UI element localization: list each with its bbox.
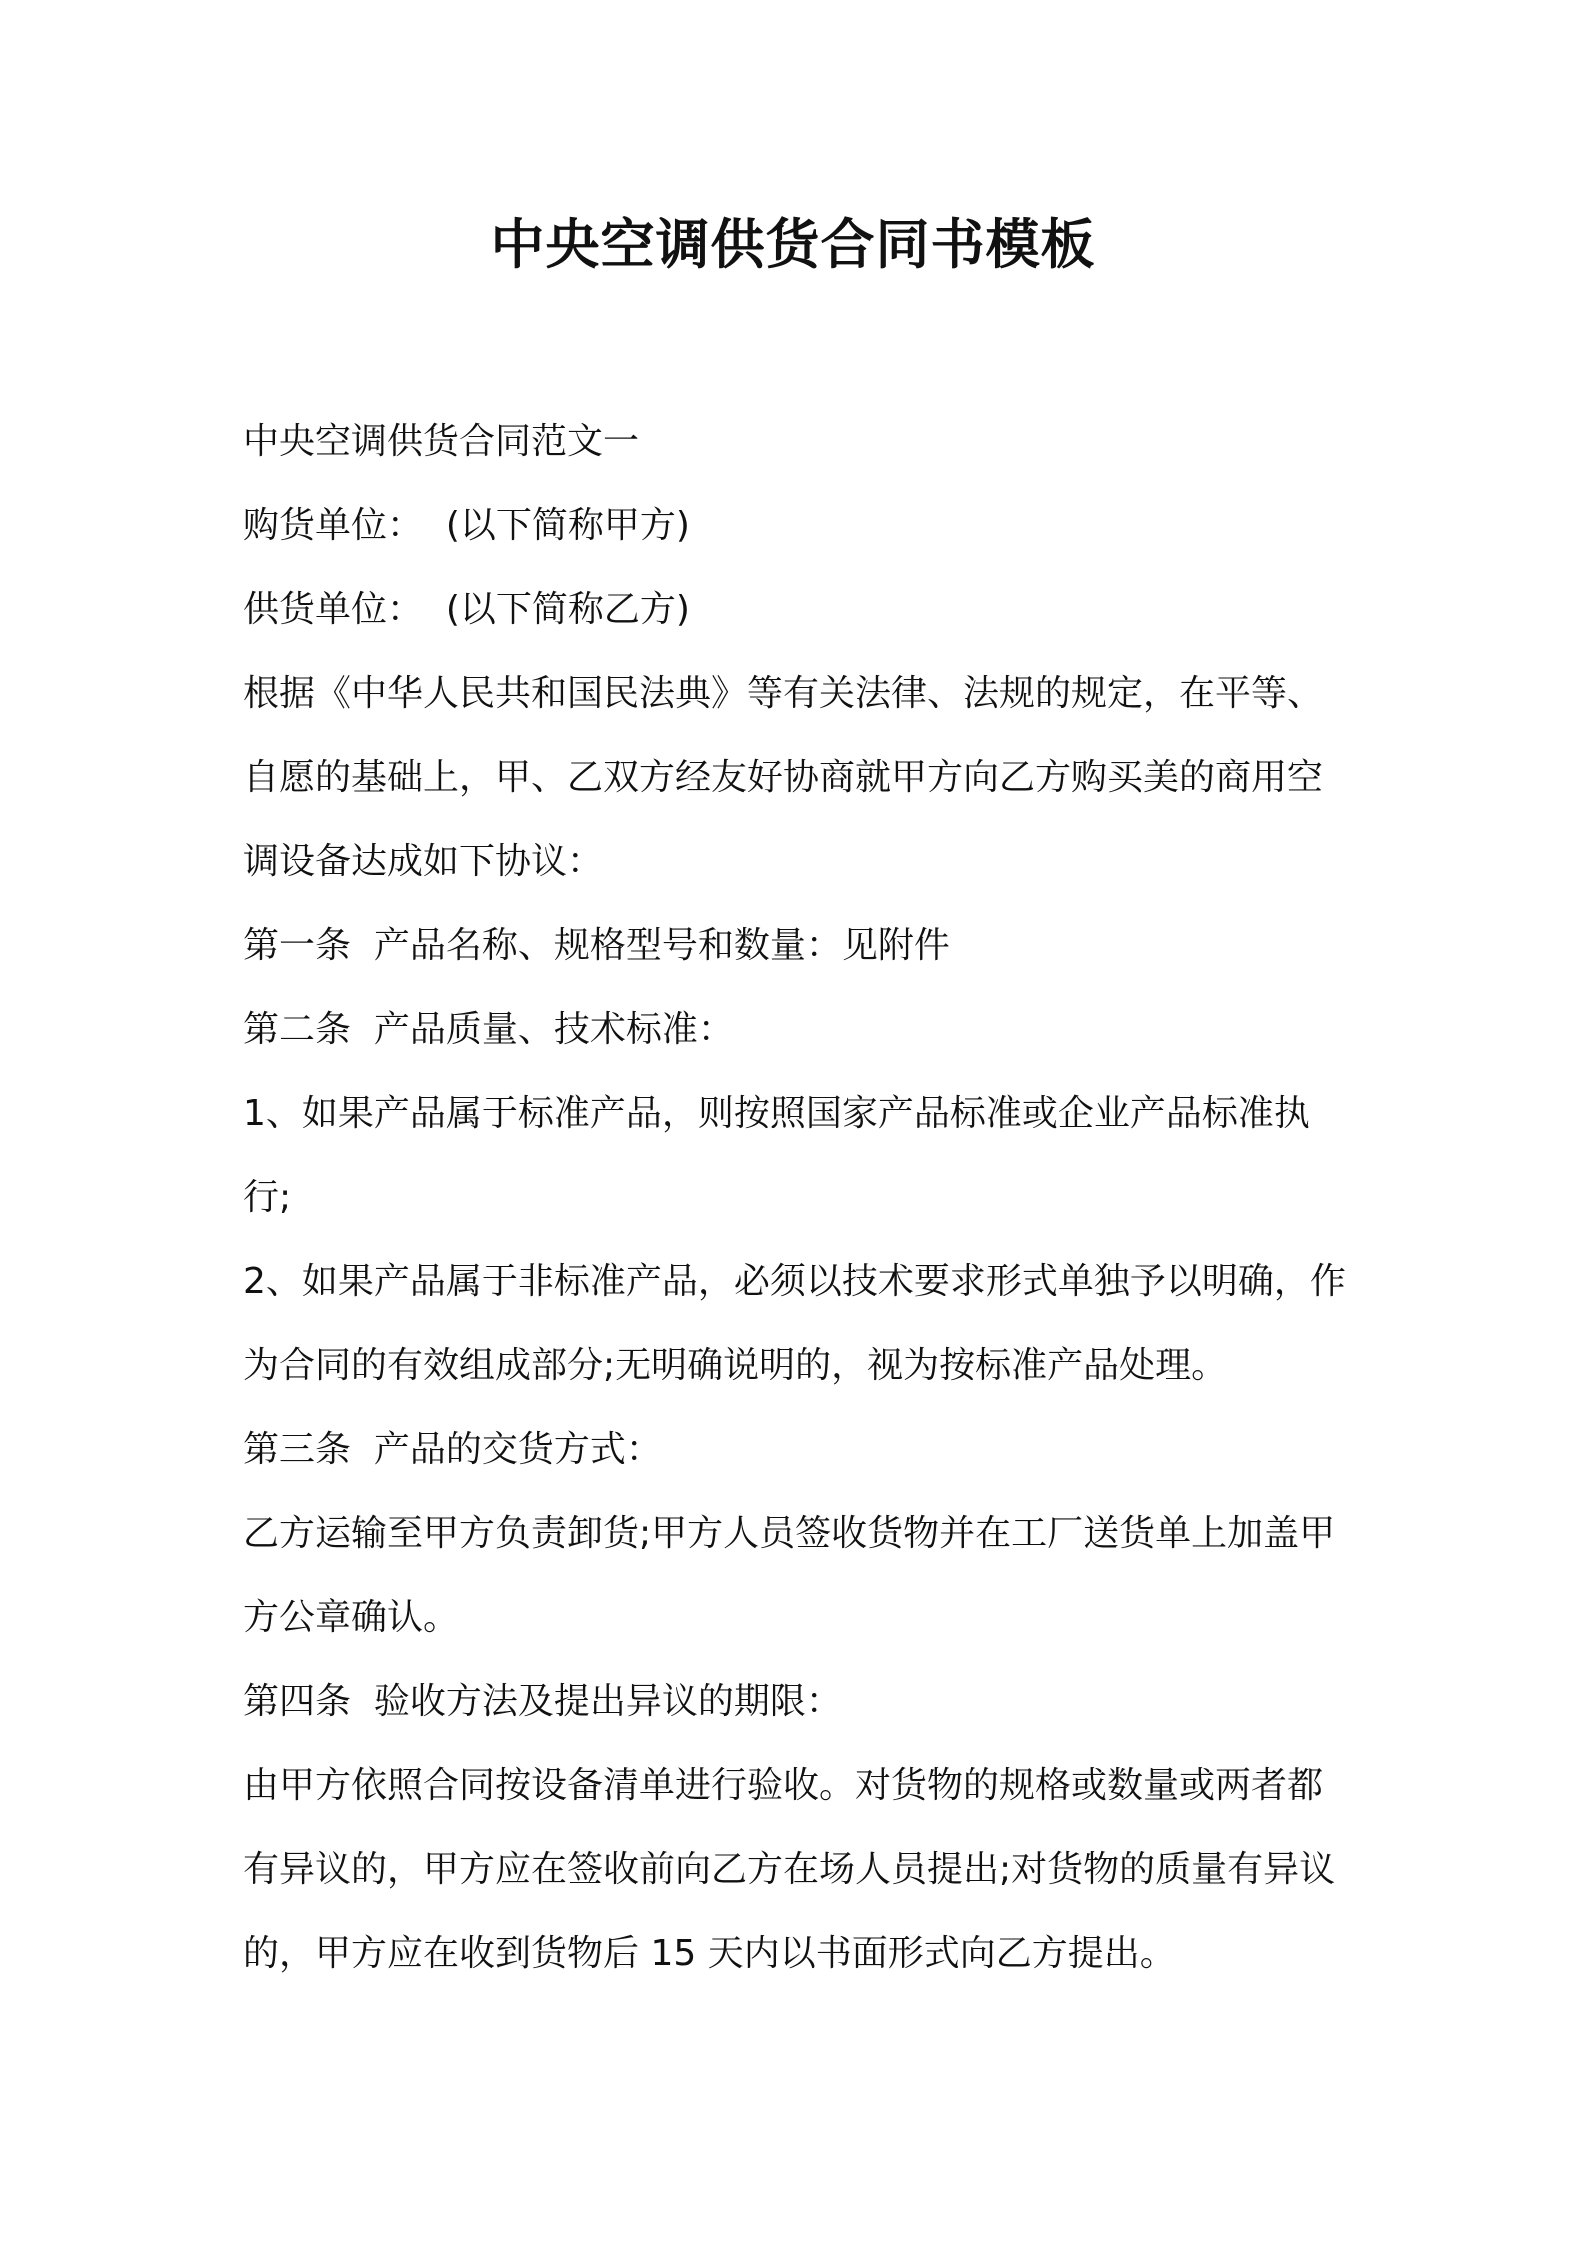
- paragraph-article-1: 第一条 产品名称、规格型号和数量：见附件: [243, 925, 950, 966]
- paragraph-supplier: 供货单位： (以下简称乙方): [243, 589, 690, 630]
- paragraph-article-2-item-2: 2、如果产品属于非标准产品，必须以技术要求形式单独予以明确，作为合同的有效组成部分;无明确说明的，视为按标准产品处理。: [243, 1261, 1346, 1386]
- paragraph-article-2-item-1: 1、如果产品属于标准产品，则按照国家产品标准或企业产品标准执行;: [243, 1093, 1310, 1218]
- document-title: 中央空调供货合同书模板: [490, 213, 1096, 276]
- paragraph-buyer: 购货单位： (以下简称甲方): [243, 505, 690, 546]
- paragraph-article-3: 第三条 产品的交货方式：: [243, 1429, 662, 1470]
- paragraph-article-2: 第二条 产品质量、技术标准：: [243, 1009, 734, 1050]
- paragraph-heading-fanwen: 中央空调供货合同范文一: [243, 421, 640, 462]
- paragraph-article-4-text: 由甲方依照合同按设备清单进行验收。对货物的规格或数量或两者都有异议的，甲方应在签收前向乙方在场人员提出;对货物的质量有异议的，甲方应在收到货物后 15 天内以书面形式向乙方提出。: [243, 1765, 1336, 1974]
- paragraph-article-3-text: 乙方运输至甲方负责卸货;甲方人员签收货物并在工厂送货单上加盖甲方公章确认。: [243, 1513, 1336, 1638]
- paragraph-article-4: 第四条 验收方法及提出异议的期限：: [243, 1681, 842, 1722]
- document-body: [243, 400, 1358, 1996]
- paragraph-preamble: 根据《中华人民共和国民法典》等有关法律、法规的规定，在平等、自愿的基础上，甲、乙双方经友好协商就甲方向乙方购买美的商用空调设备达成如下协议：: [243, 673, 1324, 882]
